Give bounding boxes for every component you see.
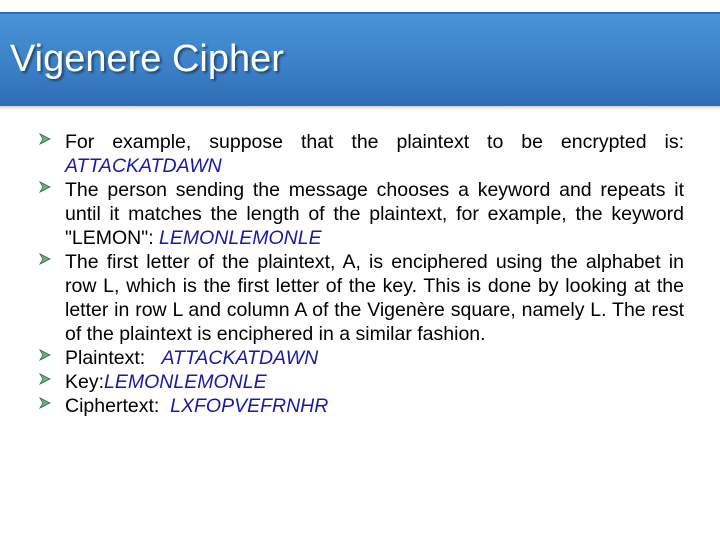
bullet-emphasis: ATTACKATDAWN <box>161 347 319 369</box>
bullet-icon <box>37 179 53 195</box>
bullet-text: Key: <box>65 371 105 393</box>
bullet-item <box>48 346 684 370</box>
bullet-item <box>48 130 684 178</box>
bullet-text: Ciphertext: <box>65 395 171 417</box>
bullet-item <box>48 394 684 418</box>
bullet-item <box>48 178 684 250</box>
bullet-icon <box>37 251 53 267</box>
bullet-emphasis: ATTACKATDAWN <box>65 155 222 177</box>
bullet-text: For example, suppose that the plaintext to be encrypted is: <box>65 131 684 153</box>
bullet-text: Plaintext: <box>65 347 162 369</box>
title-bar <box>0 12 720 106</box>
bullet-emphasis: LXFOPVEFRNHR <box>170 395 329 417</box>
bullet-item <box>48 370 684 394</box>
bullet-emphasis: LEMONLEMONLE <box>104 371 267 393</box>
bullet-icon <box>37 131 53 147</box>
bullet-list <box>48 130 684 418</box>
slide-title: Vigenere Cipher <box>10 38 284 80</box>
bullet-icon <box>37 371 53 387</box>
bullet-emphasis: LEMONLEMONLE <box>159 227 322 249</box>
bullet-item <box>48 250 684 346</box>
bullet-text: The first letter of the plaintext, A, is enciphered using the alphabet in row L, which is the first letter of the key. This is done by looking at the letter in row L and column A of the Vigenère square, namely L. The rest of the plaintext is enciphered in a similar fashion. <box>65 251 684 345</box>
bullet-icon <box>37 395 53 411</box>
bullet-text: The person sending the message chooses a keyword and repeats it until it matches the length of the plaintext, for example, the keyword "LEMON": <box>65 179 684 249</box>
bullet-icon <box>37 347 53 363</box>
